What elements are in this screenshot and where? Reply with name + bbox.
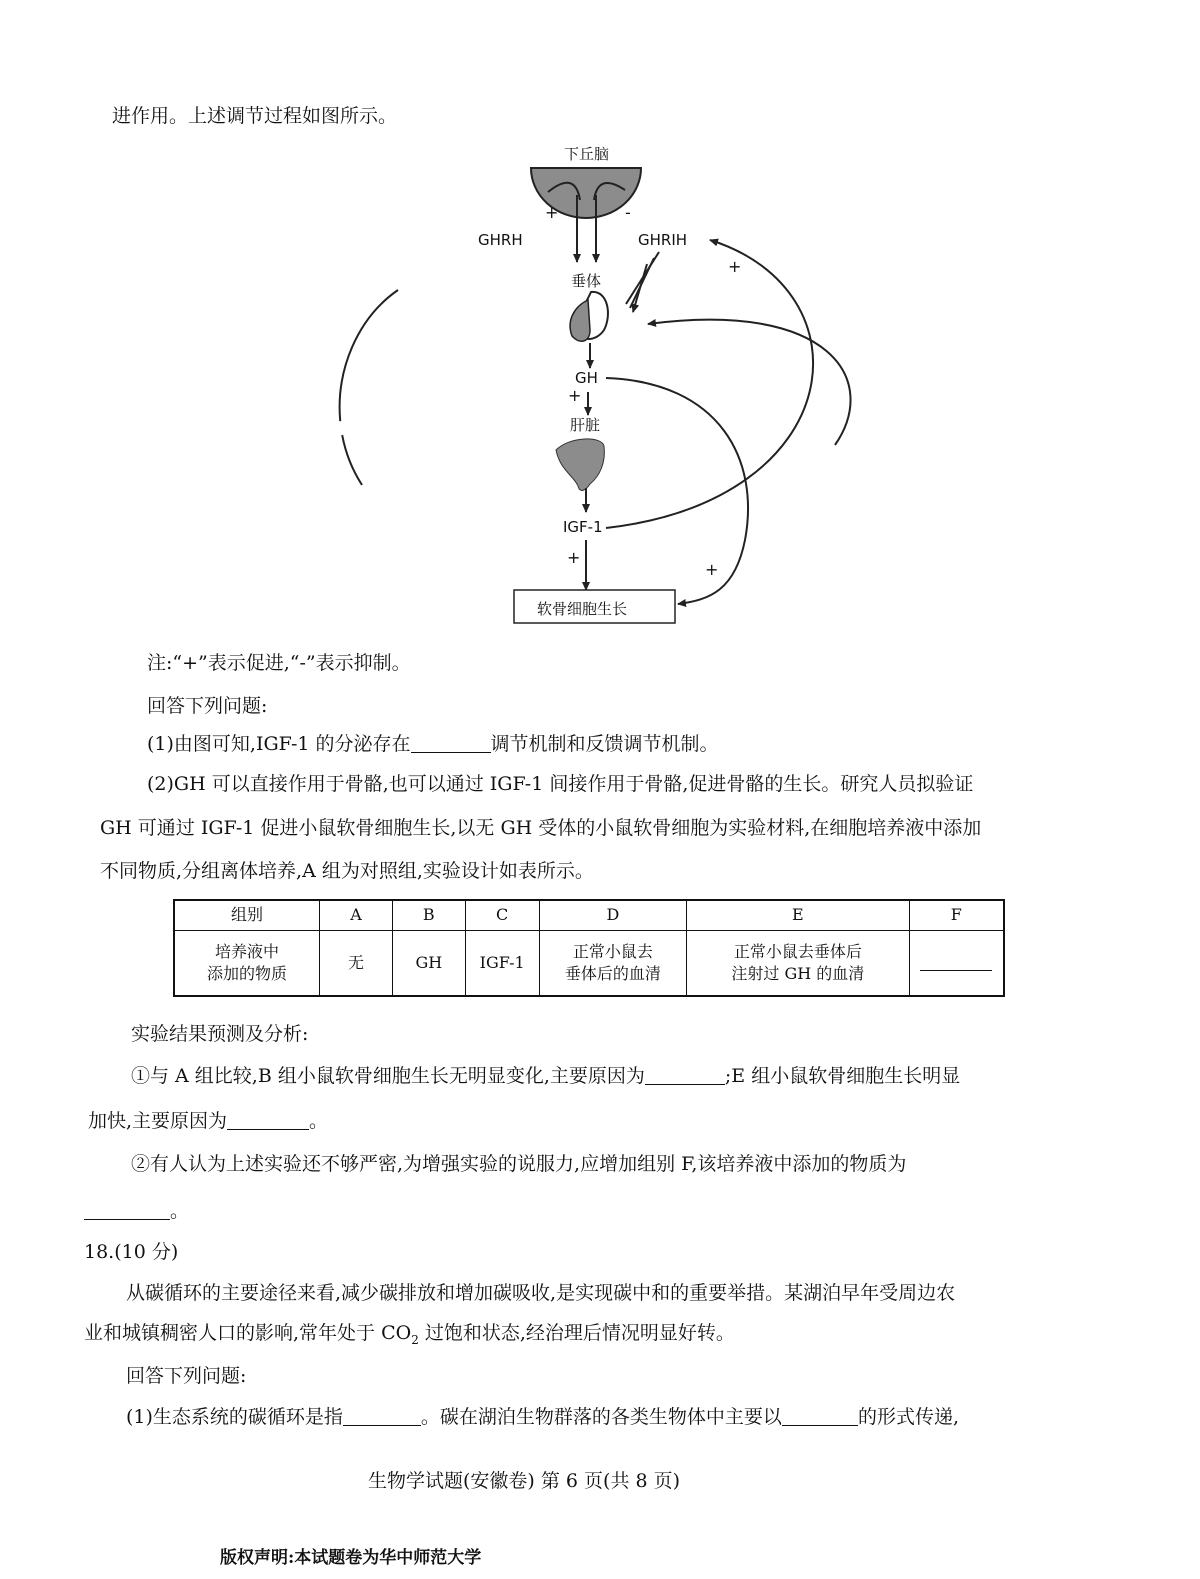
plus-sign: + [567,548,581,567]
plus-sign: + [728,257,742,276]
pituitary-label: 垂体 [571,272,602,290]
analysis-title: 实验结果预测及分析: [131,1023,309,1045]
liver-label: 肝脏 [570,416,601,434]
plus-sign: + [545,203,559,222]
question-1: (1)由图可知,IGF-1 的分泌存在 调节机制和反馈调节机制。 [147,733,719,755]
table-cell-blank [909,930,1004,996]
question-2-line-3: 不同物质,分组离体培养,A 组为对照组,实验设计如表所示。 [100,860,594,882]
liver-shape [556,439,604,491]
question-18-header: 18.(10 分) [84,1241,179,1263]
table-row [174,930,1004,996]
table-header-cell: D [539,900,687,930]
table-header-cell: A [320,900,393,930]
table-header-cell: 组别 [174,900,320,930]
cartilage-label: 软骨细胞生长 [537,600,628,618]
table-cell: 正常小鼠去 垂体后的血清 [539,930,687,996]
table-header-cell: C [465,900,539,930]
copyright-label: 版权声明: [220,1548,295,1568]
table-cell: 无 [320,930,393,996]
analysis-1-line-2: 加快,主要原因为 。 [88,1110,329,1132]
analysis-2-line-1: ②有人认为上述实验还不够严密,为增强实验的说服力,应增加组别 F,该培养液中添加的物质为 [131,1153,907,1175]
analysis-2-line-2: 。 [84,1198,189,1224]
plus-sign: + [705,560,719,579]
ghrih-label: GHRIH [638,231,688,249]
plus-sign: + [568,386,582,405]
copyright-line [220,1543,481,1568]
table-cell: 正常小鼠去垂体后 注射过 GH 的血清 [687,930,909,996]
table-header-row [174,900,1004,930]
table-header-cell: F [909,900,1004,930]
answer-prompt: 回答下列问题: [147,695,268,717]
question-18-para-2: 业和城镇稠密人口的影响,常年处于 $CO_2$ 过饱和状态,经治理后情况明显好转。 [84,1322,735,1347]
intro-text: 进作用。上述调节过程如图所示。 [112,105,398,127]
question-2-line-2: GH 可通过 IGF-1 促进小鼠软骨细胞生长,以无 GH 受体的小鼠软骨细胞为实验材料,在细胞培养液中添加 [100,817,982,839]
regulation-diagram [0,0,1200,640]
table-cell: IGF-1 [465,930,539,996]
table-cell: GH [392,930,465,996]
note-text: 注:“+”表示促进,“-”表示抑制。 [147,652,411,674]
question-2-line-1: (2)GH 可以直接作用于骨骼,也可以通过 IGF-1 间接作用于骨骼,促进骨骼的生长。研究人员拟验证 [147,773,974,795]
copyright-text: 本试题卷为华中师范大学 [294,1548,482,1568]
ghrh-label: GHRH [478,231,523,249]
gh-label: GH [575,369,598,387]
experiment-table [173,899,1005,997]
question-18-para-1: 从碳循环的主要途径来看,减少碳排放和增加碳吸收,是实现碳中和的重要举措。某湖泊早年受周边农 [126,1282,956,1304]
table-header-cell: E [687,900,909,930]
question-18-prompt: 回答下列问题: [126,1365,247,1387]
page-footer: 生物学试题(安徽卷) 第 6 页(共 8 页) [368,1470,681,1492]
analysis-1-line-1: ①与 A 组比较,B 组小鼠软骨细胞生长无明显变化,主要原因为 ;E 组小鼠软骨细胞生长明显 [131,1065,961,1087]
minus-sign: - [625,203,631,222]
table-header-cell: B [392,900,465,930]
question-18-sub-1: (1)生态系统的碳循环是指 。碳在湖泊生物群落的各类生物体中主要以 的形式传递, [126,1406,959,1428]
igf1-label: IGF-1 [563,518,603,536]
hypothalamus-label: 下丘脑 [564,145,610,163]
table-row-label: 培养液中 添加的物质 [174,930,320,996]
